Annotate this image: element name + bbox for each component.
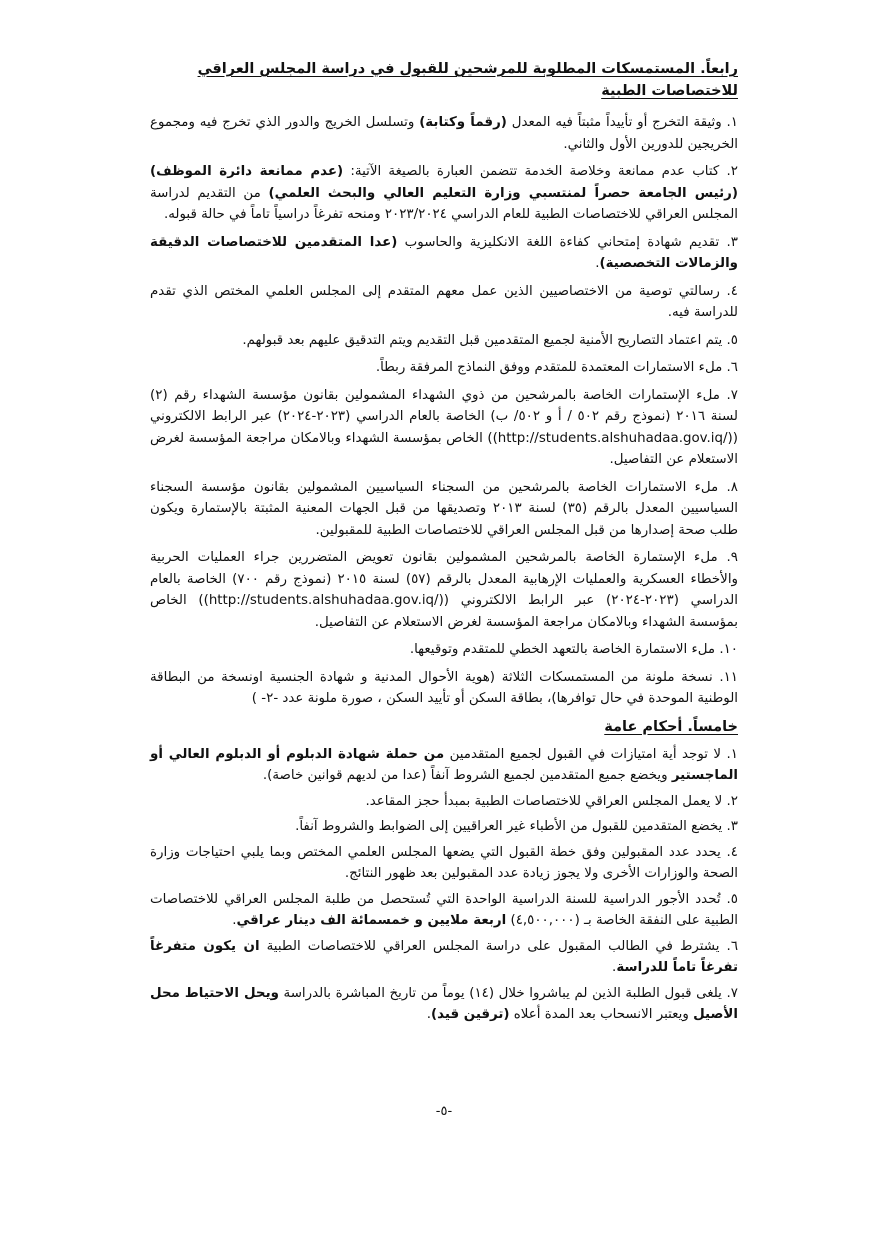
- item-text: ويعتبر الانسحاب بعد المدة أعلاه: [509, 1007, 694, 1022]
- item-number: ٥.: [726, 891, 738, 907]
- item-number: ٥.: [726, 332, 738, 348]
- item-text-bold: (ترقين قيد): [431, 1007, 510, 1022]
- item-text: يشترط في الطالب المقبول على دراسة المجلس العراقي للاختصاصات الطبية: [259, 938, 727, 954]
- item-number: ٣.: [726, 819, 738, 834]
- item-text: ملء الاستمارة الخاصة بالتعهد الخطي للمتقدم وتوقيعها.: [409, 642, 720, 657]
- section-4-item-11: [150, 667, 738, 710]
- website-link[interactable]: ((http://students.alshuhadaa.gov.iq/)): [198, 593, 450, 608]
- section-5-item-4: [150, 842, 738, 885]
- item-text: يخضع المتقدمين للقبول من الأطباء غير العراقيين إلى الضوابط والشروط آنفاً.: [295, 819, 727, 834]
- section-4-item-4: [150, 281, 738, 324]
- item-number: ١.: [726, 115, 738, 130]
- item-text-bold: ان يكون متفرغاً تفرغاً تاماً للدراسة: [150, 938, 738, 975]
- section-5-item-3: [150, 816, 738, 838]
- item-number: ٣.: [726, 234, 738, 250]
- item-number: ٧.: [726, 985, 738, 1001]
- item-number: ٢.: [726, 164, 738, 179]
- item-number: ٤.: [726, 283, 738, 299]
- item-text: .: [612, 960, 617, 975]
- item-text: من التقديم لدراسة المجلس العراقي للاختصاصات الطبية للعام الدراسي ٢٠٢٣/٢٠٢٤ ومنحه تفرغاً دراسياً تاماً في حالة قبوله.: [150, 185, 738, 222]
- item-text: رسالتي توصية من الاختصاصيين الذين عمل معهم المتقدم إلى المجلس العلمي المختص الذي تقدم للدراسة فيه.: [150, 283, 738, 320]
- section-5-item-5: [150, 889, 738, 932]
- item-text: ويخضع جميع المتقدمين لجميع الشروط آنفاً (عدا من لديهم قوانين خاصة).: [262, 768, 672, 783]
- item-number: ٢.: [726, 793, 738, 809]
- item-text-bold: (رقماً وكتابة): [419, 115, 507, 130]
- section-4-title: رابعاً. المستمسكات المطلوبة للمرشحين للقبول في دراسة المجلس العراقي للاختصاصات الطبية: [197, 61, 738, 99]
- section-4-item-1: [150, 112, 738, 155]
- section-4-item-5: [150, 330, 738, 352]
- item-text: لا يعمل المجلس العراقي للاختصاصات الطبية بمبدأ حجز المقاعد.: [365, 793, 727, 809]
- section-5-item-6: [150, 936, 738, 979]
- item-text: ملء الاستمارات المعتمدة للمتقدم ووفق النماذج المرفقة ربطاً.: [375, 360, 727, 375]
- item-text: وثيقة التخرج أو تأييداً مثبتاً فيه المعدل: [506, 115, 727, 130]
- item-text: ملء الاستمارات الخاصة بالمرشحين من السجناء السياسيين المشمولين بقانون مؤسسة السجناء السياسيين المعدل بالرقم (٣٥) لسنة ٢٠١٣ وتصديقها من قبل الجهات المعنية المثبتة بالإستمارة ويكون طلب صحة إصدارها من قبل المجلس العراقي للاختصاصات الطبية للمقبولين.: [150, 479, 739, 538]
- item-text: .: [426, 1007, 432, 1022]
- item-number: ١١.: [719, 669, 738, 685]
- item-text: لا توجد أية امتيازات في القبول لجميع المتقدمين: [444, 746, 727, 762]
- section-4-item-6: [150, 357, 738, 379]
- section-4-item-7: [150, 385, 738, 471]
- item-text-bold: اربعة ملايين و خمسمائة الف دينار عراقي: [236, 913, 507, 928]
- section-4-item-3: [150, 232, 738, 275]
- item-number: ٦.: [726, 938, 739, 954]
- item-text: ملء الإستمارة الخاصة بالمرشحين المشمولين بقانون تعويض المتضررين جراء العمليات الحربية والأخطاء العسكرية والعمليات الإرهابية المعدل بالرقم (٥٧) لسنة ٢٠١٥ (نموذج رقم ٧٠٠) الخاصة بالعام الدراسي (٢٠٢٣-٢٠٢٤) عبر الرابط الالكتروني: [150, 550, 739, 608]
- item-text: يتم اعتماد التصاريح الأمنية لجميع المتقدمين قبل التقديم ويتم التدقيق عليهم بعد قبولهم.: [242, 332, 727, 348]
- website-link[interactable]: ((http://students.alshuhadaa.gov.iq/)): [487, 430, 738, 446]
- item-number: ١٠.: [719, 642, 738, 657]
- item-number: ١.: [726, 746, 738, 762]
- section-5-item-2: [150, 791, 738, 813]
- section-5-list: [150, 744, 738, 1026]
- section-5-item-7: [150, 983, 738, 1026]
- section-5-title: خامساً. أحكام عامة: [604, 718, 738, 735]
- item-number: ٨.: [726, 479, 738, 495]
- item-text-bold: من حملة شهادة الدبلوم أو الدبلوم العالي أو الماجستير: [150, 746, 738, 783]
- item-number: ٤.: [726, 844, 738, 860]
- item-text-bold: ويحل الاحتياط محل الأصيل: [150, 985, 738, 1022]
- item-text: تُحدد الأجور الدراسية للسنة الدراسية الواحدة التي تُستحصل من طلبة المجلس العراقي للاختصاصات الطبية على النفقة الخاصة بـ (٤,٥٠٠,٠٠٠): [150, 891, 738, 928]
- page-number: -٥-: [435, 1104, 453, 1119]
- section-4-item-10: [150, 639, 738, 661]
- section-5-item-1: [150, 744, 738, 787]
- section-4-item-9: [150, 547, 738, 633]
- section-4-list: [150, 112, 738, 710]
- item-text: كتاب عدم ممانعة وخلاصة الخدمة تتضمن العبارة بالصيغة الآتية:: [343, 164, 727, 179]
- item-text: .: [595, 256, 600, 271]
- item-text: نسخة ملونة من المستمسكات الثلاثة (هوية الأحوال المدنية و شهادة الجنسية اونسخة من البطاقة الوطنية الموحدة في حال توافرها)، بطاقة السكن أو تأييد السكن ، صورة ملونة عدد -٢- ): [150, 669, 738, 706]
- item-number: ٧.: [726, 387, 738, 403]
- item-text: الخاص بمؤسسة الشهداء وبالامكان مراجعة المؤسسة لغرض الاستعلام عن التفاصيل.: [150, 593, 738, 630]
- item-text-bold: (عدم ممانعة دائرة الموظف) (رئيس الجامعة حصراً لمنتسبي وزارة التعليم العالي والبحث العلمي): [150, 164, 738, 201]
- section-4-item-2: [150, 161, 738, 226]
- section-4-item-8: [150, 477, 738, 542]
- item-text: الخاص بمؤسسة الشهداء وبالامكان مراجعة المؤسسة لغرض الاستعلام عن التفاصيل.: [150, 430, 738, 467]
- item-text: يلغى قبول الطلبة الذين لم يباشروا خلال (١٤) يوماً من تاريخ المباشرة بالدراسة: [278, 985, 727, 1001]
- item-text: .: [232, 913, 237, 928]
- item-number: ٦.: [726, 360, 738, 375]
- item-text: يحدد عدد المقبولين وفق خطة القبول التي يضعها المجلس العلمي المختص وبما يلبي احتياجات وزارة الصحة والوزارات الأخرى ولا يجوز زيادة عدد المقبولين بعد ظهور النتائج.: [150, 844, 738, 881]
- item-text: ملء الإستمارات الخاصة بالمرشحين من ذوي الشهداء المشمولين بقانون مؤسسة الشهداء رقم (٢) لسنة ٢٠١٦ (نموذج رقم ٥٠٢ / أ و ٥٠٢/ ب) الخاصة بالعام الدراسي (٢٠٢٣-٢٠٢٤) عبر الرابط الالكتروني: [150, 387, 738, 424]
- item-text: تقديم شهادة إمتحاني كفاءة اللغة الانكليزية والحاسوب: [397, 234, 727, 250]
- item-number: ٩.: [726, 550, 738, 565]
- item-text: وتسلسل الخريج والدور الذي تخرج فيه ومجموع الخريجين للدورين الأول والثاني.: [150, 115, 738, 152]
- item-text-bold: (عدا المتقدمين للاختصاصات الدقيقة والزمالات التخصصية): [150, 234, 738, 271]
